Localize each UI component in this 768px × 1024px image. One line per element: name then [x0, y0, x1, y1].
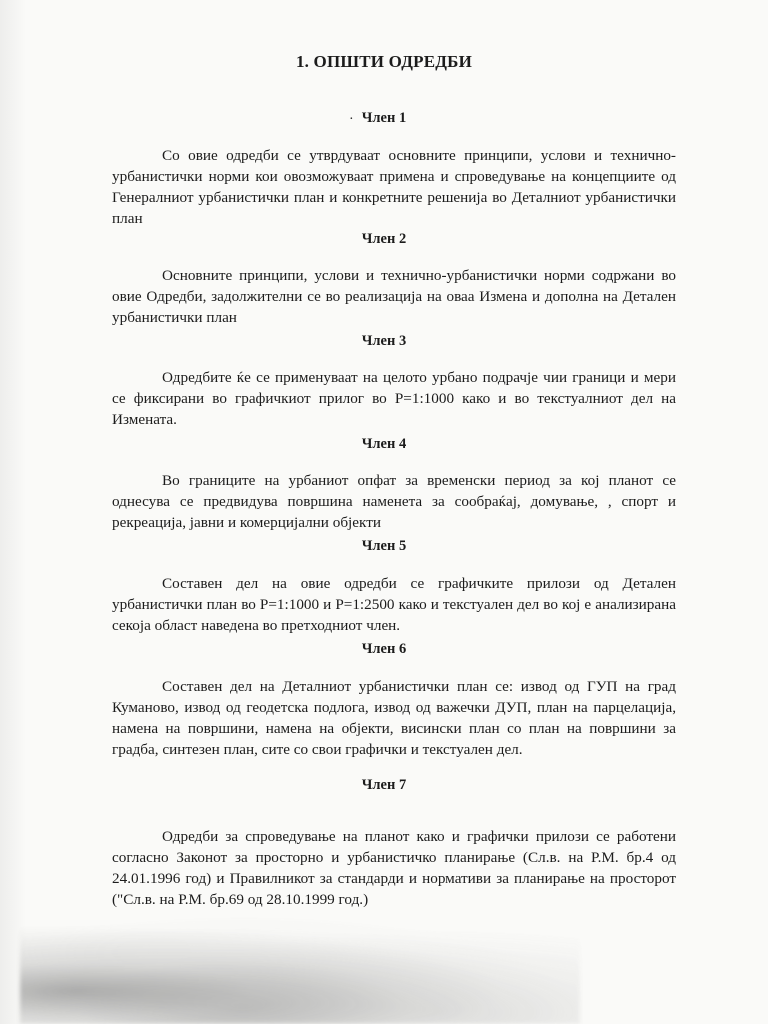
scan-dot-mark: · [349, 112, 354, 127]
article-2-text: Основните принципи, услови и технично-урбанистички норми содржани во овие Одредби, задолжителни се во реализација на оваа Измена и дополна на Детален урбанистички план [112, 267, 676, 326]
section-heading: 1. ОПШТИ ОДРЕДБИ [295, 52, 473, 71]
article-4-title: Член 4 [361, 436, 407, 452]
scan-shadow-artifact [20, 914, 580, 1024]
article-1-title: Член 1 [361, 110, 407, 126]
article-3-text: Одредбите ќе се применуваат на целото урбано подрачје чии граници и мери се фиксирани во графичкиот прилог во Р=1:1000 како и во текстуалниот дел на Измената. [112, 369, 676, 428]
article-5-title: Член 5 [361, 538, 407, 554]
article-6-title: Член 6 [361, 641, 407, 657]
article-7-text: Одредби за спроведување на планот како и графички прилози се работени согласно Законот за просторно и урбанистичко планирање (Сл.в. на Р.М. бр.4 од 24.01.1996 год) и Правилникот за стандарди и нормативи за планирање на просторот ("Сл.в. на Р.М. бр.69 од 28.10.1999 год.) [112, 828, 676, 908]
article-4-text: Во границите на урбаниот опфат за временски период за кој планот се однесува се предвидува површина наменета за сообраќај, домување, , спорт и рекреација, јавни и комерцијални објекти [112, 472, 676, 531]
article-7-title: Член 7 [361, 777, 407, 793]
article-6-text: Составен дел на Деталниот урбанистички план се: извод од ГУП на град Куманово, извод од геодетска подлога, извод од важечки ДУП, план на парцелација, намена на површини, намена на објекти, висински план со план на површини за градба, синтезен план, сите со свои графички и текстуален дел. [112, 678, 676, 758]
article-3-title: Член 3 [361, 333, 407, 349]
article-1-text: Со овие одредби се утврдуваат основните принципи, услови и технично-урбанистички норми кои овозможуваат примена и спроведување на концепциите од Генералниот урбанистички план и конкретните решенија во Деталниот урбанистички план [112, 147, 676, 227]
article-5-text: Составен дел на овие одредби се графичките прилози од Детален урбанистички план во Р=1:1000 и Р=1:2500 како и текстуален дел во кој е анализирана секоја област наведена во претходниот член. [112, 575, 676, 634]
article-2-title: Член 2 [361, 231, 407, 247]
scan-edge-shading [0, 0, 26, 1024]
